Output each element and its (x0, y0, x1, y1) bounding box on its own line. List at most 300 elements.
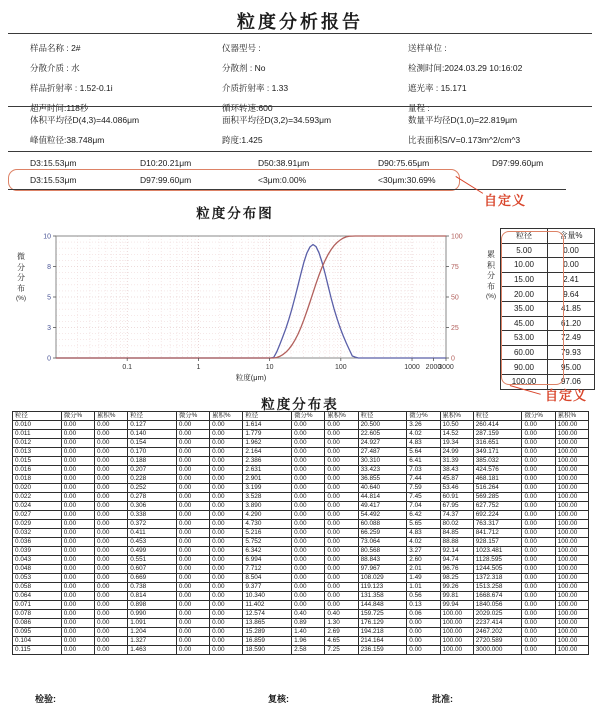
cum-cell: 31.39 (440, 457, 473, 466)
cum-cell: 0.00 (94, 430, 127, 439)
table-row (13, 430, 589, 439)
table-row (13, 601, 589, 610)
cum-cell: 0.00 (325, 475, 358, 484)
side-table-cell: 45.00 (501, 316, 548, 331)
cum-cell: 0.00 (94, 547, 127, 556)
cum-cell: 0.00 (210, 646, 243, 655)
cum-cell: 2.69 (325, 628, 358, 637)
size-cell: 763.317 (473, 520, 522, 529)
divider (8, 33, 592, 34)
diff-cell: 0.00 (61, 619, 94, 628)
size-cell: 1840.056 (473, 601, 522, 610)
table-row (13, 583, 589, 592)
diff-cell: 0.00 (61, 592, 94, 601)
diff-cell: 0.00 (176, 583, 209, 592)
size-cell: 2.164 (243, 448, 292, 457)
cum-cell: 99.94 (440, 601, 473, 610)
cum-cell: 0.00 (210, 583, 243, 592)
diff-cell: 0.00 (61, 547, 94, 556)
side-table-row (501, 243, 595, 258)
table-row (13, 646, 589, 655)
diff-cell: 2.58 (292, 646, 325, 655)
custom-value: D97:99.60μm (140, 175, 192, 185)
table-row (13, 547, 589, 556)
diff-cell: 0.00 (522, 421, 555, 430)
diff-cell: 0.00 (61, 484, 94, 493)
diff-cell: 0.00 (176, 457, 209, 466)
table-header: 微分% (522, 412, 555, 421)
x-tick-label: 1 (196, 364, 201, 371)
size-cell: 6.994 (243, 556, 292, 565)
cum-cell: 0.00 (210, 574, 243, 583)
size-cell: 0.207 (128, 466, 177, 475)
table-row (13, 493, 589, 502)
diff-cell: 0.00 (61, 466, 94, 475)
size-cell: 0.036 (13, 538, 62, 547)
table-header: 粒径 (13, 412, 62, 421)
size-cell: 0.669 (128, 574, 177, 583)
cum-cell: 14.52 (440, 430, 473, 439)
cum-cell: 0.00 (94, 421, 127, 430)
diff-cell: 0.00 (292, 466, 325, 475)
diff-cell: 0.00 (522, 556, 555, 565)
cum-cell: 0.00 (210, 529, 243, 538)
diff-cell: 0.00 (176, 529, 209, 538)
size-cell: 1244.505 (473, 565, 522, 574)
diff-cell: 0.00 (522, 538, 555, 547)
size-cell: 1.327 (128, 637, 177, 646)
diff-cell: 0.00 (61, 439, 94, 448)
cum-cell: 0.00 (94, 565, 127, 574)
diff-cell: 0.00 (292, 493, 325, 502)
size-cell: 0.453 (128, 538, 177, 547)
cum-cell: 0.00 (94, 646, 127, 655)
table-row (13, 628, 589, 637)
cum-cell: 0.00 (325, 601, 358, 610)
cum-cell: 0.00 (325, 583, 358, 592)
d-value: D10:20.21μm (140, 158, 192, 168)
cum-cell: 0.00 (325, 538, 358, 547)
side-table-row (501, 345, 595, 360)
size-cell: 33.423 (358, 466, 407, 475)
size-cell: 0.018 (13, 475, 62, 484)
size-cell: 0.048 (13, 565, 62, 574)
cum-cell: 0.00 (94, 466, 127, 475)
side-table-cell: 15.00 (501, 272, 548, 287)
size-cell: 18.590 (243, 646, 292, 655)
size-cell: 176.129 (358, 619, 407, 628)
info-cell: 超声时间:118秒 (30, 103, 89, 113)
side-table-cell: 9.64 (548, 287, 595, 302)
diff-cell: 7.04 (407, 502, 440, 511)
side-table-cell: 79.93 (548, 345, 595, 360)
cum-cell: 0.00 (210, 538, 243, 547)
size-cell: 1668.674 (473, 592, 522, 601)
cum-cell: 100.00 (555, 583, 588, 592)
diff-cell: 0.00 (522, 619, 555, 628)
side-table-row (501, 360, 595, 375)
size-cell: 1.091 (128, 619, 177, 628)
size-cell: 24.927 (358, 439, 407, 448)
size-cell: 0.278 (128, 493, 177, 502)
axis-label-char: 布 (487, 281, 495, 291)
cum-cell: 24.99 (440, 448, 473, 457)
diff-cell: 1.96 (292, 637, 325, 646)
cum-cell: 0.00 (325, 574, 358, 583)
diff-cell: 0.00 (522, 637, 555, 646)
size-cell: 1.204 (128, 628, 177, 637)
diff-cell: 5.65 (407, 520, 440, 529)
diff-cell: 0.00 (522, 448, 555, 457)
size-cell: 54.492 (358, 511, 407, 520)
table-row (13, 574, 589, 583)
diff-cell: 0.00 (522, 520, 555, 529)
cum-cell: 100.00 (555, 502, 588, 511)
left-tick-label: 8 (47, 264, 51, 271)
diff-cell: 0.00 (176, 511, 209, 520)
divider (8, 151, 592, 152)
right-axis-label (484, 250, 498, 303)
cum-cell: 0.00 (325, 502, 358, 511)
table-header: 累积% (94, 412, 127, 421)
cum-cell: 100.00 (555, 565, 588, 574)
cum-cell: 0.00 (325, 448, 358, 457)
diff-cell: 4.83 (407, 529, 440, 538)
cum-cell: 45.87 (440, 475, 473, 484)
diff-cell: 4.02 (407, 430, 440, 439)
cum-cell: 100.00 (555, 439, 588, 448)
diff-cell: 0.56 (407, 592, 440, 601)
size-cell: 7.712 (243, 565, 292, 574)
size-cell: 0.020 (13, 484, 62, 493)
table-header: 粒径 (473, 412, 522, 421)
diff-cell: 0.00 (176, 475, 209, 484)
diff-cell: 0.00 (522, 574, 555, 583)
diff-cell: 0.00 (522, 646, 555, 655)
size-cell: 2237.414 (473, 619, 522, 628)
diff-cell: 0.00 (292, 502, 325, 511)
diff-cell: 0.00 (176, 637, 209, 646)
x-tick-label: 100 (334, 364, 347, 371)
cum-cell: 0.00 (210, 619, 243, 628)
size-cell: 928.157 (473, 538, 522, 547)
differential-curve (56, 245, 446, 359)
cum-cell: 38.43 (440, 466, 473, 475)
size-cell: 287.159 (473, 430, 522, 439)
diff-cell: 0.00 (292, 430, 325, 439)
diff-cell: 0.00 (61, 421, 94, 430)
cum-cell: 100.00 (555, 421, 588, 430)
cum-cell: 100.00 (555, 556, 588, 565)
cum-cell: 53.46 (440, 484, 473, 493)
diff-cell: 0.00 (176, 421, 209, 430)
size-cell: 0.078 (13, 610, 62, 619)
size-cell: 627.752 (473, 502, 522, 511)
size-cell: 6.342 (243, 547, 292, 556)
x-tick-label: 3000 (438, 364, 454, 371)
chart-title: 粒度分布图 (196, 206, 274, 221)
right-tick-label: 25 (451, 325, 459, 332)
diff-cell: 0.00 (61, 538, 94, 547)
table-header: 微分% (407, 412, 440, 421)
table-row (13, 466, 589, 475)
side-table-header: 粒径 (501, 229, 548, 244)
size-cell: 97.967 (358, 565, 407, 574)
right-tick-label: 0 (451, 355, 455, 363)
side-table-cell: 0.00 (548, 243, 595, 258)
diff-cell: 0.00 (61, 565, 94, 574)
side-table-cell: 0.00 (548, 258, 595, 273)
diff-cell: 0.40 (292, 610, 325, 619)
table-row (13, 520, 589, 529)
size-cell: 0.115 (13, 646, 62, 655)
cum-cell: 67.95 (440, 502, 473, 511)
cum-cell: 1.30 (325, 619, 358, 628)
diff-cell: 0.00 (522, 493, 555, 502)
size-cell: 0.095 (13, 628, 62, 637)
table-header: 微分% (176, 412, 209, 421)
size-cell: 0.010 (13, 421, 62, 430)
diff-cell: 0.00 (522, 430, 555, 439)
diff-cell: 0.00 (292, 529, 325, 538)
size-cell: 0.016 (13, 466, 62, 475)
cum-cell: 0.00 (210, 421, 243, 430)
diff-cell: 0.00 (61, 556, 94, 565)
diff-cell: 0.00 (176, 619, 209, 628)
size-cell: 0.411 (128, 529, 177, 538)
size-cell: 1.962 (243, 439, 292, 448)
diff-cell: 4.02 (407, 538, 440, 547)
info-cell: 分散介质 : 水 (30, 63, 80, 73)
average-cell: 跨度:1.425 (222, 135, 263, 145)
diff-cell: 0.00 (292, 520, 325, 529)
size-cell: 1513.258 (473, 583, 522, 592)
size-cell: 0.071 (13, 601, 62, 610)
size-cell: 2467.202 (473, 628, 522, 637)
size-cell: 0.738 (128, 583, 177, 592)
cum-cell: 0.00 (210, 466, 243, 475)
divider (8, 106, 592, 107)
axis-label-char: 布 (17, 283, 25, 293)
size-cell: 0.154 (128, 439, 177, 448)
footer-inspector-label: 检验: (35, 694, 56, 704)
size-cell: 12.574 (243, 610, 292, 619)
size-cell: 40.640 (358, 484, 407, 493)
table-header: 累积% (555, 412, 588, 421)
table-row (13, 484, 589, 493)
right-tick-label: 75 (451, 264, 459, 271)
table-row (13, 439, 589, 448)
diff-cell: 0.00 (522, 601, 555, 610)
table-header: 累积% (440, 412, 473, 421)
left-tick-label: 0 (47, 355, 51, 363)
cum-cell: 0.40 (325, 610, 358, 619)
diff-cell: 0.00 (176, 628, 209, 637)
footer-reviewer-label: 复核: (268, 694, 289, 704)
side-table-row (501, 272, 595, 287)
cum-cell: 84.85 (440, 529, 473, 538)
average-cell: 体积平均径D(4,3)=44.086μm (30, 115, 140, 125)
size-cell: 1372.318 (473, 574, 522, 583)
cum-cell: 0.00 (325, 484, 358, 493)
size-cell: 0.140 (128, 430, 177, 439)
size-cell: 0.029 (13, 520, 62, 529)
side-table-cell: 90.00 (501, 360, 548, 375)
size-cell: 0.127 (128, 421, 177, 430)
diff-cell: 7.03 (407, 466, 440, 475)
side-table-cell: 97.06 (548, 374, 595, 389)
size-cell: 131.358 (358, 592, 407, 601)
size-cell: 0.058 (13, 583, 62, 592)
axis-label-char: 分 (17, 262, 25, 272)
size-cell: 1.463 (128, 646, 177, 655)
diff-cell: 7.59 (407, 484, 440, 493)
size-cell: 0.043 (13, 556, 62, 565)
cum-cell: 0.00 (325, 556, 358, 565)
size-cell: 0.814 (128, 592, 177, 601)
side-table-cell: 72.49 (548, 331, 595, 346)
table-row (13, 502, 589, 511)
cum-cell: 0.00 (210, 610, 243, 619)
size-cell: 144.848 (358, 601, 407, 610)
diff-cell: 2.01 (407, 565, 440, 574)
size-cell: 0.024 (13, 502, 62, 511)
side-table-row (501, 301, 595, 316)
diff-cell: 0.00 (176, 520, 209, 529)
diff-cell: 7.44 (407, 475, 440, 484)
table-header: 粒径 (128, 412, 177, 421)
cum-cell: 0.00 (210, 601, 243, 610)
cum-cell: 0.00 (94, 502, 127, 511)
diff-cell: 0.00 (61, 448, 94, 457)
averages-grid (30, 114, 586, 146)
diff-cell: 0.00 (61, 628, 94, 637)
cum-cell: 94.74 (440, 556, 473, 565)
table-header: 微分% (61, 412, 94, 421)
side-table-cell: 53.00 (501, 331, 548, 346)
diff-cell: 0.00 (61, 574, 94, 583)
diff-cell: 0.00 (522, 583, 555, 592)
table-header-row (13, 412, 589, 421)
cum-cell: 100.00 (555, 511, 588, 520)
cum-cell: 0.00 (94, 583, 127, 592)
cum-cell: 0.00 (94, 511, 127, 520)
cum-cell: 0.00 (325, 529, 358, 538)
size-cell: 20.500 (358, 421, 407, 430)
size-cell: 0.086 (13, 619, 62, 628)
cum-cell: 0.00 (94, 448, 127, 457)
cum-cell: 0.00 (94, 484, 127, 493)
size-cell: 0.011 (13, 430, 62, 439)
cum-cell: 100.00 (555, 574, 588, 583)
size-cell: 66.259 (358, 529, 407, 538)
cum-cell: 0.00 (94, 574, 127, 583)
diff-cell: 0.00 (61, 646, 94, 655)
cum-cell: 0.00 (325, 520, 358, 529)
info-cell: 介质折射率 : 1.33 (222, 83, 289, 93)
axis-label-char: 积 (487, 260, 495, 270)
size-cell: 10.340 (243, 592, 292, 601)
left-tick-label: 10 (43, 233, 51, 241)
size-cell: 0.053 (13, 574, 62, 583)
diff-cell: 6.41 (407, 457, 440, 466)
cum-cell: 100.00 (555, 448, 588, 457)
size-cell: 0.013 (13, 448, 62, 457)
cum-cell: 96.76 (440, 565, 473, 574)
diff-cell: 0.00 (292, 547, 325, 556)
size-cell: 30.310 (358, 457, 407, 466)
cum-cell: 100.00 (555, 547, 588, 556)
x-tick-label: 10 (265, 364, 274, 371)
cum-cell: 0.00 (94, 556, 127, 565)
cum-cell: 100.00 (555, 457, 588, 466)
size-cell: 5.216 (243, 529, 292, 538)
size-cell: 468.181 (473, 475, 522, 484)
diff-cell: 5.64 (407, 448, 440, 457)
cum-cell: 100.00 (555, 466, 588, 475)
diff-cell: 0.06 (407, 610, 440, 619)
diff-cell: 0.00 (522, 529, 555, 538)
cum-cell: 0.00 (325, 547, 358, 556)
diff-cell: 0.00 (522, 439, 555, 448)
cumulative-side-table (500, 228, 595, 390)
table-row (13, 529, 589, 538)
cum-cell: 0.00 (210, 520, 243, 529)
cum-cell: 0.00 (325, 511, 358, 520)
size-cell: 214.164 (358, 637, 407, 646)
custom-value: <30μm:30.69% (378, 175, 436, 185)
size-cell: 0.188 (128, 457, 177, 466)
distribution-table (12, 411, 589, 655)
diff-cell: 0.00 (292, 475, 325, 484)
cum-cell: 100.00 (555, 610, 588, 619)
distribution-chart (30, 226, 482, 392)
table-row (13, 592, 589, 601)
diff-cell: 0.00 (176, 466, 209, 475)
diff-cell: 0.00 (61, 520, 94, 529)
custom-annotation: 自定义 (545, 388, 588, 403)
cum-cell: 100.00 (555, 538, 588, 547)
side-table-row (501, 316, 595, 331)
d-value: D3:15.53μm (30, 158, 77, 168)
diff-cell: 0.00 (176, 610, 209, 619)
cum-cell: 98.25 (440, 574, 473, 583)
axis-label-char: (%) (485, 293, 497, 300)
diff-cell: 0.00 (61, 610, 94, 619)
size-cell: 73.064 (358, 538, 407, 547)
cum-cell: 0.00 (94, 610, 127, 619)
cum-cell: 0.00 (210, 439, 243, 448)
diff-cell: 4.83 (407, 439, 440, 448)
diff-cell: 0.00 (292, 601, 325, 610)
diff-cell: 0.00 (176, 565, 209, 574)
size-cell: 1128.595 (473, 556, 522, 565)
size-cell: 516.264 (473, 484, 522, 493)
d-value: D90:75.65μm (378, 158, 430, 168)
size-cell: 1023.481 (473, 547, 522, 556)
size-cell: 3.890 (243, 502, 292, 511)
diff-cell: 0.00 (292, 565, 325, 574)
diff-cell: 1.49 (407, 574, 440, 583)
x-tick-label: 2000 (425, 364, 442, 371)
table-header: 粒径 (358, 412, 407, 421)
diff-cell: 0.00 (522, 511, 555, 520)
size-cell: 569.285 (473, 493, 522, 502)
side-table-cell: 100.00 (501, 374, 548, 389)
cum-cell: 0.00 (210, 457, 243, 466)
side-table-row (501, 287, 595, 302)
info-cell: 仪器型号 : (222, 43, 261, 53)
